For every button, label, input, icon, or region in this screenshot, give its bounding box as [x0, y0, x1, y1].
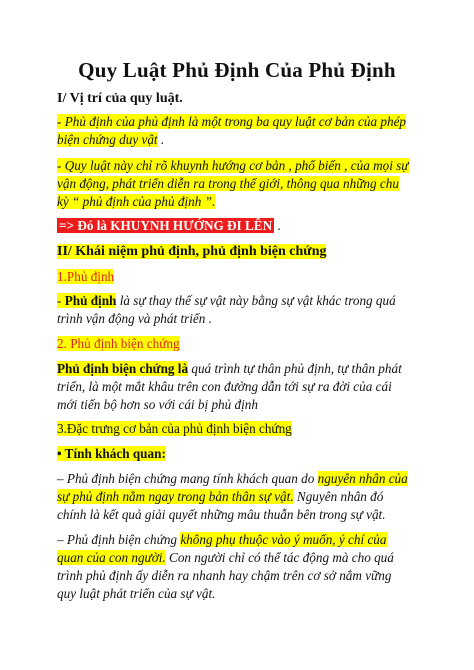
text: – Phủ định biện chứng	[57, 532, 181, 547]
bold-term: Phủ định biện chứng là	[57, 361, 189, 376]
text: .	[157, 132, 165, 147]
para-6-line-4	[57, 585, 215, 603]
text: Nguyên nhân đó	[293, 489, 384, 504]
para-2-line-3	[57, 193, 215, 211]
para-3-line-2	[57, 310, 212, 328]
highlight: vận động, phát triển diễn ra trong thế giới, thông qua những chu	[57, 176, 399, 191]
highlight: biện chứng duy vật	[57, 132, 158, 147]
highlight: 3.Đặc trưng cơ bản của phủ định biện chứng	[57, 421, 292, 436]
text: triển, là một mắt khâu trên con đường dẫn tới sự ra đời của cái	[57, 379, 392, 394]
conclusion-line	[57, 217, 281, 235]
para-5-line-3	[57, 506, 386, 524]
text: trình phủ định ấy diễn ra nhanh hay chậm trên cơ sở nắm vững	[57, 568, 392, 583]
document-title: Quy Luật Phủ Định Của Phủ Định	[78, 58, 396, 82]
section-1-heading: I/ Vị trí của quy luật.	[57, 91, 183, 106]
text: mới tiến bộ hơn so với cái bị phủ định	[57, 397, 258, 412]
para-4-line-3	[57, 396, 258, 414]
para-3-line-1	[57, 292, 396, 310]
para-5-line-1	[57, 470, 408, 488]
text: -	[57, 293, 65, 308]
text: trình vận động và phát triển	[57, 311, 206, 326]
text: quy luật phát triển của sự vật.	[57, 586, 216, 601]
para-6-line-3	[57, 567, 391, 585]
highlight: kỳ “ phủ định của phủ định ”.	[57, 194, 216, 209]
highlight: nguyên nhân của	[317, 471, 408, 486]
para-1-line-2	[57, 131, 164, 149]
bullet-heading	[57, 445, 166, 463]
text: chính là kết quả giải quyết những mâu thuẫn bên trong sự vật.	[57, 507, 386, 522]
highlight: • Tính khách quan:	[57, 446, 166, 461]
para-6-line-1	[57, 531, 387, 549]
highlight	[57, 293, 116, 308]
para-5-line-2	[57, 488, 383, 506]
highlight: - Phủ định của phủ định là một trong ba quy luật cơ bản của phép	[57, 114, 407, 129]
highlight: - Quy luật này chỉ rõ khuynh hướng cơ bản , phổ biến , của mọi sự	[57, 158, 409, 173]
highlight: 1.Phủ định	[57, 269, 115, 284]
text: .	[205, 311, 212, 326]
highlight: quan của con người.	[57, 550, 166, 565]
highlight: 2. Phủ định biện chứng	[57, 336, 180, 351]
highlight: sự phủ định nằm ngay trong bản thân sự vật.	[57, 489, 294, 504]
para-4-line-1	[57, 360, 402, 378]
highlight: không phụ thuộc vào ý muốn, ý chí của	[180, 532, 387, 547]
text: – Phủ định biện chứng mang tính khách quan do	[57, 471, 318, 486]
para-4-line-2	[57, 378, 392, 396]
sub-heading-2	[57, 335, 180, 353]
red-highlight: => Đó là KHUYNH HƯỚNG ĐI LÊN	[59, 218, 273, 233]
para-2-line-1	[57, 157, 409, 175]
sub-heading-1	[57, 268, 114, 286]
text: .	[274, 218, 281, 233]
para-6-line-2	[57, 549, 394, 567]
highlight: II/ Khái niệm phủ định, phủ định biện chứng	[57, 244, 327, 259]
sub-heading-3	[57, 420, 292, 438]
bold-term: Phủ định	[64, 293, 117, 308]
text: Con người chỉ có thể tác động mà cho quá	[165, 550, 394, 565]
para-2-line-2	[57, 175, 399, 193]
text: quá trình tự thân phủ định, tự thân phát	[188, 361, 402, 376]
para-1-line-1	[57, 113, 406, 131]
section-2-heading	[57, 243, 326, 261]
text: là sự thay thế sự vật này bằng sự vật khác trong quá	[116, 293, 396, 308]
